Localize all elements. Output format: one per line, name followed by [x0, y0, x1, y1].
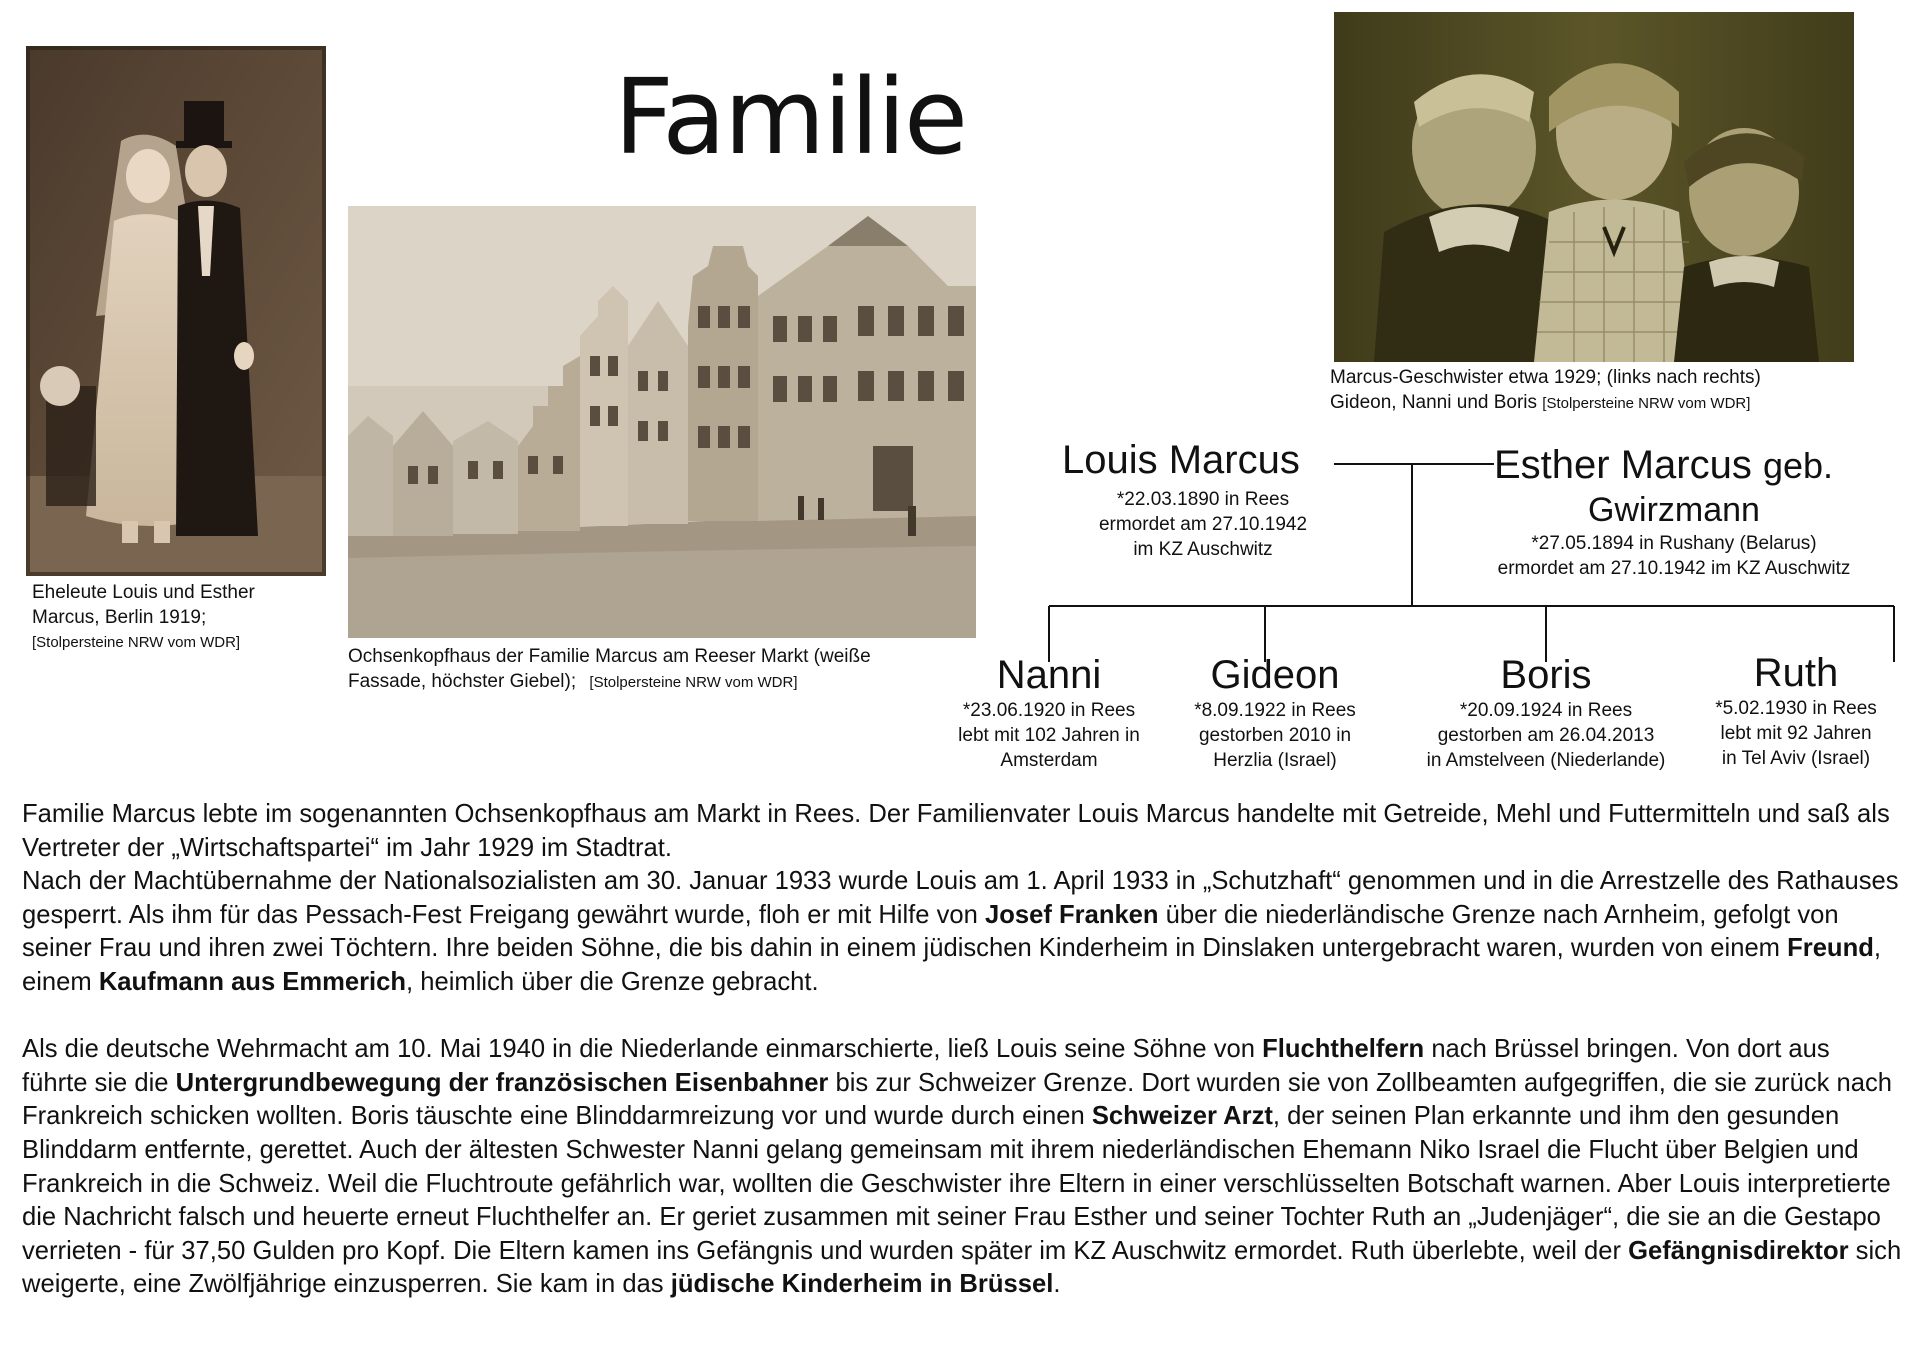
child-status: gestorben am 26.04.2013 — [1437, 725, 1655, 746]
child-name: Boris — [1500, 653, 1592, 697]
story-p3-text-c: nach Brüssel bringen. Von dort aus führte sie die — [22, 1035, 1830, 1097]
house-caption-line1: Ochsenkopfhaus der Familie Marcus am Reeser Markt (weiße — [348, 646, 871, 667]
mother-block — [1454, 442, 1894, 581]
story-p2-text-g: , heimlich über die Grenze gebracht. — [406, 967, 819, 996]
child-birth: *8.09.1922 in Rees — [1194, 700, 1356, 721]
mother-name: Esther Marcus — [1494, 443, 1752, 487]
child-status: gestorben 2010 in — [1198, 725, 1352, 746]
wedding-caption-line1: Eheleute Louis und Esther — [32, 582, 255, 603]
siblings-caption-line1: Marcus-Geschwister etwa 1929; (links nach rechts) — [1330, 367, 1761, 388]
father-block — [1062, 437, 1344, 562]
child-status: lebt mit 102 Jahren in — [958, 725, 1140, 746]
story-p3-text-g: , der seinen Plan erkannte und ihm den gesunden Blinddarm entfernte, gerettet. Auch der ältesten Schwester Nanni gelang gemeinsam mit ihrem niederländischen Ehemann Niko Israel die Flucht über Belgien und Frankreich in die Schweiz. Weil die Fluchtroute gefährlich war, wollten die Geschwister ihre Eltern in einer verschlüsselten Botschaft warnen. Aber Louis interpretierte die Nachricht falsch und heuerte erneut Fluchthelfer an. Er geriet zusammen mit seiner Frau Esther und seiner Tochter Ruth an „Judenjäger“, die sie an die Gestapo verrieten - für 37,50 Gulden pro Kopf. Die Eltern kamen ins Gefängnis und wurden später im KZ Auschwitz ermordet. Ruth überlebte, weil der — [22, 1102, 1891, 1265]
child-name: Nanni — [996, 653, 1102, 697]
story-p2-highlight-kaufmann: Kaufmann aus Emmerich — [98, 967, 407, 996]
story-paragraph-2 — [22, 865, 1902, 999]
story-p3-highlight-gefaengnisdirektor: Gefängnisdirektor — [1628, 1236, 1849, 1265]
story-p3-highlight-schweizer-arzt: Schweizer Arzt — [1091, 1102, 1273, 1131]
house-caption-line2: Fassade, höchster Giebel); — [348, 671, 577, 692]
story-p2-text-c: über die niederländische Grenze nach Arnheim, gefolgt von seiner Frau und ihren zwei Töchtern. Ihre beiden Söhne, die bis dahin in einem jüdischen Kinderheim in Dinslaken untergebracht waren, wurden von einem — [22, 900, 1839, 963]
child-birth: *5.02.1930 in Rees — [1715, 698, 1877, 719]
child-place: in Tel Aviv (Israel) — [1721, 748, 1871, 769]
child-status: lebt mit 92 Jahren — [1720, 723, 1872, 744]
story-p3-text-i: sich weigerte, eine Zwölfjährige einzusperren. Sie kam in das — [22, 1236, 1902, 1299]
story-p3-text-e: bis zur Schweizer Grenze. Dort wurden sie von Zollbeamten aufgegriffen, die sie zurück nach Frankreich schicken wollten. Boris täuschte eine Blinddarmreizung vor und wurde durch einen — [22, 1068, 1893, 1131]
father-name: Louis Marcus — [1062, 438, 1300, 482]
mother-death: ermordet am 27.10.1942 im KZ Auschwitz — [1497, 558, 1851, 579]
mother-name-suffix: geb. — [1762, 445, 1834, 486]
child-ruth — [1696, 650, 1896, 771]
child-birth: *23.06.1920 in Rees — [962, 700, 1136, 721]
page-title: Familie — [614, 56, 966, 178]
child-place: Herzlia (Israel) — [1213, 750, 1337, 771]
mother-name-row — [1454, 442, 1894, 489]
mother-maiden-name: Gwirzmann — [1588, 491, 1760, 529]
story-p3-highlight-fluchthelfern: Fluchthelfern — [1262, 1035, 1425, 1064]
siblings-caption-line2: Gideon, Nanni und Boris — [1330, 392, 1538, 413]
story-p2-highlight-josef-franken: Josef Franken — [985, 900, 1159, 929]
child-nanni — [939, 652, 1159, 773]
story-paragraph-1 — [22, 798, 1902, 865]
child-place: Amsterdam — [1000, 750, 1098, 771]
story-p2-text-a: Nach der Machtübernahme der Nationalsozialisten am 30. Januar 1933 wurde Louis am 1. April 1933 in „Schutzhaft“ genommen und in die Arrestzelle des Rathauses gesperrt. Als ihm für das Pessach-Fest Freigang gewährt wurde, floh er mit Hilfe von — [22, 867, 1899, 929]
child-gideon — [1165, 652, 1385, 773]
story-p3-highlight-kinderheim: jüdische Kinderheim in Brüssel — [670, 1270, 1054, 1299]
story-text — [22, 798, 1902, 1302]
child-birth: *20.09.1924 in Rees — [1459, 700, 1633, 721]
wedding-caption-line2: Marcus, Berlin 1919; — [32, 607, 207, 628]
child-name: Gideon — [1210, 653, 1340, 697]
mother-birth: *27.05.1894 in Rushany (Belarus) — [1531, 533, 1817, 554]
child-place: in Amstelveen (Niederlande) — [1426, 750, 1666, 771]
story-p3-text-k: . — [1053, 1270, 1061, 1299]
story-p2-highlight-freund: Freund — [1787, 934, 1874, 963]
house-credit: [Stolpersteine NRW vom WDR] — [589, 674, 798, 691]
father-birth: *22.03.1890 in Rees — [1116, 489, 1290, 510]
child-name: Ruth — [1753, 651, 1839, 695]
story-p3-highlight-untergrundbewegung: Untergrundbewegung der französischen Eisenbahner — [175, 1068, 829, 1097]
story-p1-text: Familie Marcus lebte im sogenannten Ochsenkopfhaus am Markt in Rees. Der Familienvater Louis Marcus handelte mit Getreide, Mehl und Futtermitteln und saß als Vertreter der „Wirtschaftspartei“ im Jahr 1929 im Stadtrat. — [22, 800, 1890, 862]
father-death: ermordet am 27.10.1942 — [1098, 514, 1308, 535]
wedding-credit: [Stolpersteine NRW vom WDR] — [32, 634, 241, 651]
child-boris — [1406, 652, 1686, 773]
siblings-credit: [Stolpersteine NRW vom WDR] — [1542, 395, 1751, 412]
story-paragraph-3 — [22, 1033, 1902, 1302]
story-p2-text-e: , einem — [22, 934, 1881, 996]
story-p3-text-a: Als die deutsche Wehrmacht am 10. Mai 1940 in die Niederlande einmarschierte, ließ Louis seine Söhne von — [22, 1035, 1263, 1064]
father-place: im KZ Auschwitz — [1133, 539, 1273, 560]
